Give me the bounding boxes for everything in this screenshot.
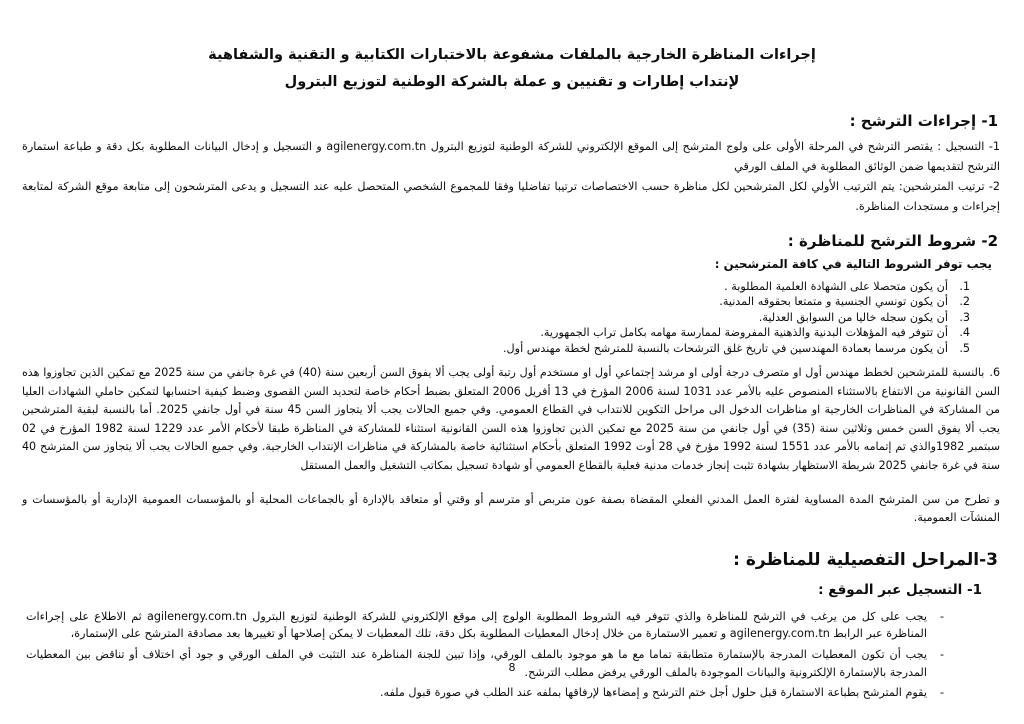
bullet-item: [22, 684, 1002, 702]
dash-bullet-icon: -: [939, 609, 944, 623]
ranking-paragraph: 2- ترتيب المترشحين: يتم الترتيب الأولي لكل المترشحين لكل مناظرة حسب الاختصاصات ترتيبا تفاضليا وفقا للمجموع الشخصي المتحصل عليه عند التسجيل و يدعى المترشحون إلى متابعة موقع الشركة لمتابعة إجراءات و مستجدات المناظرة.: [22, 180, 1000, 213]
condition-text: أن يكون متحصلا على الشهادة العلمية المطلوبة .: [724, 280, 948, 293]
bullet-text: يجب على كل من يرغب في الترشح للمناظرة والذي تتوفر فيه الشروط المطلوبة الولوج إلى موقع الإلكتروني للشركة الوطنية لتوزيع البترول agilenergy.com.tn ثم الاطلاع على إجراءات المناظرة عبر الرابط agilenergy.com.tn و تعمير الاستمارة من خلال إدخال المعطيات المطلوبة بكل دقة، تلك المعطيات لا يمكن إصلاحها أو تغييرها بعد مصادقة المترشح على الإستمارة،: [26, 609, 927, 641]
condition-number: 6.: [989, 366, 1000, 380]
condition-number: 2.: [959, 295, 970, 309]
section3-heading: 3-المراحل التفصيلية للمناظرة :: [733, 549, 998, 570]
bullet-text: يقوم المترشح بطباعة الاستمارة قبل حلول أجل ختم الترشح و إمضاءها لإرفاقها بملفه عند الطلب في صورة قبول ملفه.: [379, 686, 927, 700]
condition6-paragraph: [22, 364, 1000, 476]
condition-text: أن يكون مرسما بعمادة المهندسين في تاريخ غلق الترشحات بالنسبة للمترشح لخطة مهندس أول.: [502, 341, 948, 355]
condition-number: 3.: [959, 310, 970, 324]
condition-number: 4.: [959, 326, 970, 340]
condition-item: [22, 325, 1002, 340]
section1-heading: 1- إجراءات الترشح :: [849, 112, 998, 130]
conditions-list: [22, 279, 1002, 356]
condition6-text: بالنسبة للمترشحين لخطط مهندس أول او متصرف درجة أولى او مرشد إجتماعي أول او مستخدم أول رتبة أولى يجب ألا يفوق السن أربعين سنة (40) في غرة جانفي من سنة 2025 مع تمكين الذين تجاوزوا هذه السن القانونية من الانتفاع بالاستثناء المنصوص عليه بالأمر عدد 1031 لسنة 2006 المؤرخ في 13 أفريل 2006 المتعلق بضبط أحكام خاصة لتحديد السن القصوى وضبط كيفية احتسابها لتمكين حاملي الشهادات العليا من المشاركة في المناظرات الخارجية او مناظرات الدخول الى مراحل التكوين للانتداب في القطاع العمومي. وفي جميع الحالات يجب ألا يتجاوز السن 45 سنة في أول جانفي 2025. أما بالنسبة لبقية المترشحين يجب ألا يفوق السن خمس وثلاثين سنة (35) في أول جانفي من سنة 2025 مع تمكين الذين تجاوزوا هذه السن القانونية استثناء للمشاركة في المناظرة طبقا لأحكام الأمر عدد 1229 لسنة 1982 المؤرخ في 02 سبتمبر 1982والذي تم إتمامه بالأمر عدد 1551 لسنة 1992 مؤرخ في 28 أوت 1992 المتعلق بأحكام استثنائية خاصة بالمشاركة في مناظرات الإنتداب الخارجية. وفي جميع الحالات يجب ألا يتجاوز سن المترشح 40 سنة في غرة جانفي 2025 شريطة الاستظهار بشهادة تثبت إنجاز خدمات مدنية فعلية بالقطاع العمومي أو شهادة تسجيل بمكاتب التشغيل والعمل المستقل: [22, 366, 1001, 472]
bullet-text: يجب أن تكون المعطيات المدرجة بالإستمارة متطابقة تماما مع ما هو موجود بالملف الورقي، وإذا تبين للجنة المناظرة عند التثبت في الملف الورقي و جود أي اختلاف أو تناقض بين المعطيات المدرجة بالإستمارة الإلكترونية والبيانات الموجودة بالملف الورقي يرفض مطلب الترشح.: [26, 647, 927, 679]
condition-text: أن يكون تونسي الجنسية و متمتعا بحقوقه المدنية.: [719, 295, 948, 309]
dash-bullet-icon: -: [939, 647, 944, 661]
dash-bullet-icon: -: [939, 686, 944, 700]
condition-number: 5.: [959, 341, 970, 355]
section2-heading: 2- شروط الترشح للمناظرة :: [787, 232, 998, 250]
condition-item: [22, 341, 1002, 356]
page-number: 8: [508, 661, 516, 674]
condition-item: [22, 310, 1002, 325]
condition-item: [22, 294, 1002, 309]
condition-item: [22, 279, 1002, 294]
document-title-line1: إجراءات المناظرة الخارجية بالملفات مشفوعة بالاختبارات الكتابية و التقنية والشفاهية: [208, 47, 816, 63]
condition-text: أن تتوفر فيه المؤهلات البدنية والذهنية المفروضة لممارسة مهامه بكامل تراب الجمهورية.: [540, 326, 948, 340]
condition-text: أن يكون سجله خاليا من السوابق العدلية.: [758, 310, 948, 324]
conditions-intro: يجب توفر الشروط التالية في كافة المترشحين :: [714, 257, 992, 271]
bullet-item: [22, 608, 1002, 643]
age-deduction-paragraph: و تطرح من سن المترشح المدة المساوية لفترة العمل المدني الفعلي المقضاة بصفة عون متربص أو مترسم أو وقتي أو متعاقد بالإدارة أو بالجماعات المحلية أو بالمؤسسات العمومية الإدارية أو بالمؤسسات و المنشآت العمومية.: [22, 492, 1000, 525]
site-registration-subheading: 1- التسجيل عبر الموقع :: [818, 581, 982, 598]
condition-number: 1.: [959, 280, 970, 293]
bullet-list: [22, 608, 1002, 702]
registration-paragraph: 1- التسجيل : يقتصر الترشح في المرحلة الأولى على ولوج المترشح إلى الموقع الإلكتروني للشركة الوطنية لتوزيع البترول agilenergy.com.tn و التسجيل و إدخال البيانات المطلوبة بكل دقة و طباعة استمارة الترشح لتقديمها ضمن الوثائق المطلوبة في الملف الورقي: [22, 140, 1000, 173]
document-title-line2: لإنتداب إطارات و تقنيين و عملة بالشركة الوطنية لتوزيع البترول: [284, 74, 740, 90]
